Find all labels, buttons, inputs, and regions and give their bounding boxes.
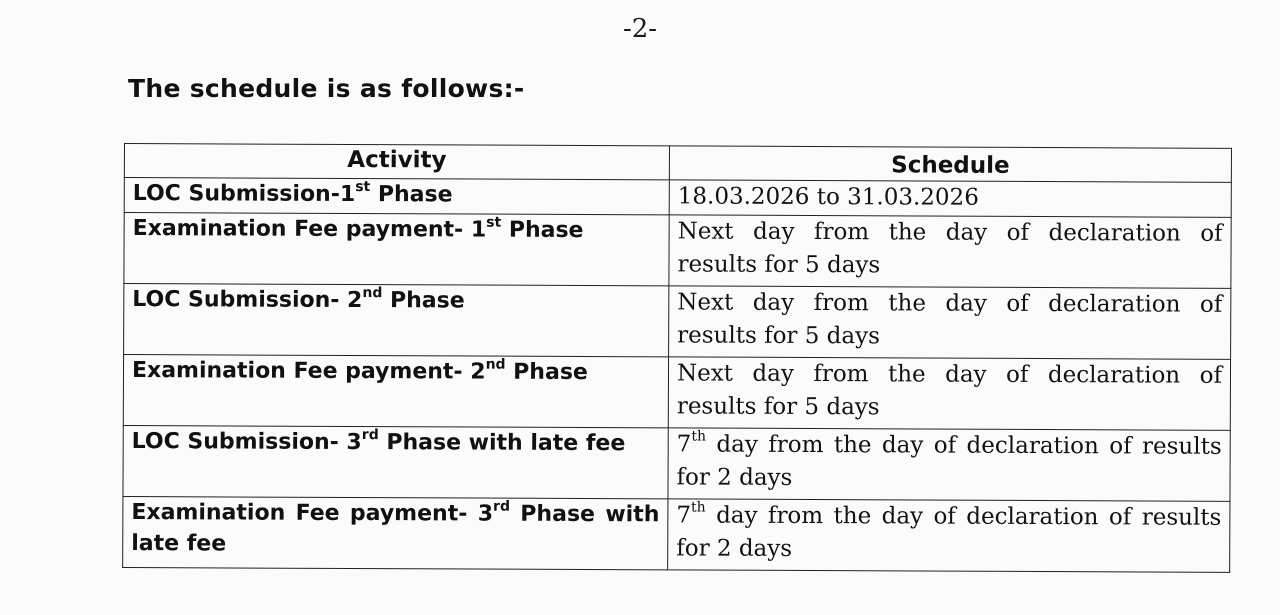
table-row: [123, 355, 1230, 431]
activity-cell: LOC Submission- 3rd Phase with late fee: [123, 425, 668, 498]
table-row: [124, 284, 1231, 360]
schedule-cell: 7th day from the day of declaration of results for 2 days: [668, 499, 1230, 572]
activity-cell: Examination Fee payment- 1st Phase: [124, 213, 669, 286]
schedule-heading: The schedule is as follows:-: [128, 74, 525, 103]
schedule-cell: 7th day from the day of declaration of results for 2 days: [668, 428, 1230, 501]
table-header-row: [124, 144, 1231, 183]
activity-cell: LOC Submission-1st Phase: [124, 178, 669, 215]
table-row: [123, 425, 1230, 501]
schedule-cell: Next day from the day of declaration of results for 5 days: [668, 357, 1230, 430]
page-number: -2-: [622, 14, 658, 44]
activity-cell: Examination Fee payment- 3rd Phase with late fee: [123, 496, 668, 569]
activity-cell: LOC Submission- 2nd Phase: [124, 284, 669, 357]
schedule-column-header: Schedule: [669, 146, 1231, 182]
schedule-cell: Next day from the day of declaration of results for 5 days: [669, 215, 1231, 288]
activity-column-header: Activity: [124, 144, 669, 180]
table-row: [124, 178, 1231, 218]
schedule-cell: 18.03.2026 to 31.03.2026: [669, 180, 1231, 217]
table-row: [123, 496, 1230, 572]
table-row: [124, 213, 1231, 289]
activity-cell: Examination Fee payment- 2nd Phase: [123, 355, 668, 428]
schedule-table: [122, 143, 1232, 573]
schedule-cell: Next day from the day of declaration of results for 5 days: [669, 286, 1231, 359]
